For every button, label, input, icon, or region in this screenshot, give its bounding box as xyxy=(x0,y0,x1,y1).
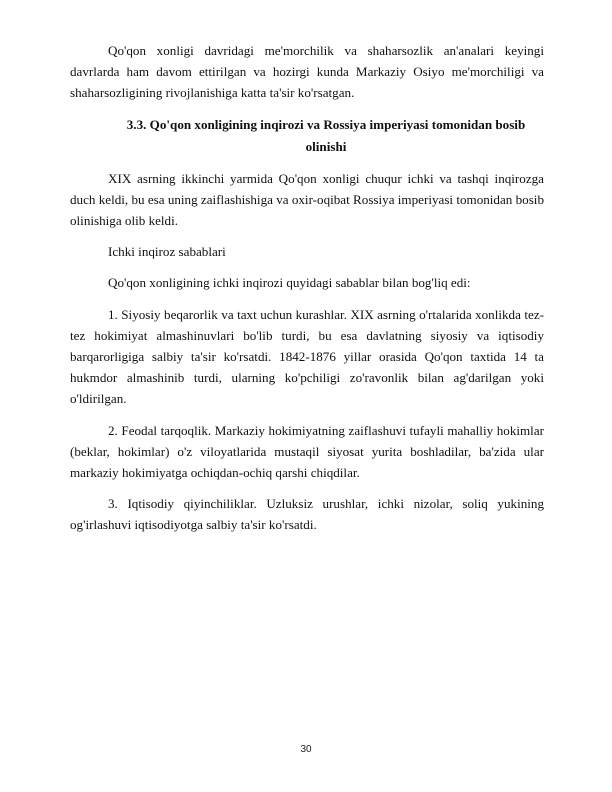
paragraph-intro: XIX asrning ikkinchi yarmida Qo'qon xonligi chuqur ichki va tashqi inqirozga duch keldi, bu esa uning zaiflashishiga va oxir-oqibat Rossiya imperiyasi tomonidan bosib olinishiga olib keldi. xyxy=(70,170,544,229)
list-item-cause-economic: 3. Iqtisodiy qiyinchiliklar. Uzluksiz urushlar, ichki nizolar, soliq yukining og'irlashuvi iqtisodiyotga salbiy ta'sir ko'rsatdi. xyxy=(70,496,544,533)
subheading-internal-crisis: Ichki inqiroz sabablari xyxy=(108,244,226,260)
paragraph-causes-intro: Qo'qon xonligining ichki inqirozi quyidagi sabablar bilan bog'liq edi: xyxy=(108,275,471,291)
paragraph-architecture-legacy: Qo'qon xonligi davridagi me'morchilik va shaharsozlik an'analari keyingi davrlarda ham davom ettirilgan va hozirgi kunda Markaziy Osiyo me'morchiligi va shaharsozligining rivojlanishiga katta ta'sir ko'rsatgan. xyxy=(70,43,544,101)
section-heading: 3.3. Qo'qon xonligining inqirozi va Rossiya imperiyasi tomonidan bosib olinishi xyxy=(126,116,526,154)
list-item-cause-feudal: 2. Feodal tarqoqlik. Markaziy hokimiyatning zaiflashuvi tufayli mahalliy hokimlar (beklar, hokimlar) o'z viloyatlarida mustaqil siyosat yurita boshladilar, ba'zida ular markaziy hokimiyatga ochiqdan-ochiq qarshi chiqdilar. xyxy=(70,422,544,481)
page-content xyxy=(70,40,544,546)
page-number: 30 xyxy=(300,744,312,755)
list-item-cause-political: 1. Siyosiy beqarorlik va taxt uchun kurashlar. XIX asrning o'rtalarida xonlikda tez-tez hokimiyat almashinuvlari bo'lib turdi, bu esa davlatning siyosiy va iqtisodiy barqarorligiga salbiy ta'sir ko'rsatdi. 1842-1876 yillar orasida Qo'qon taxtida 14 ta hukmdor almashinib turdi, ularning ko'pchiligi zo'ravonlik bilan ag'darilgan yoki o'ldirilgan. xyxy=(70,306,544,407)
